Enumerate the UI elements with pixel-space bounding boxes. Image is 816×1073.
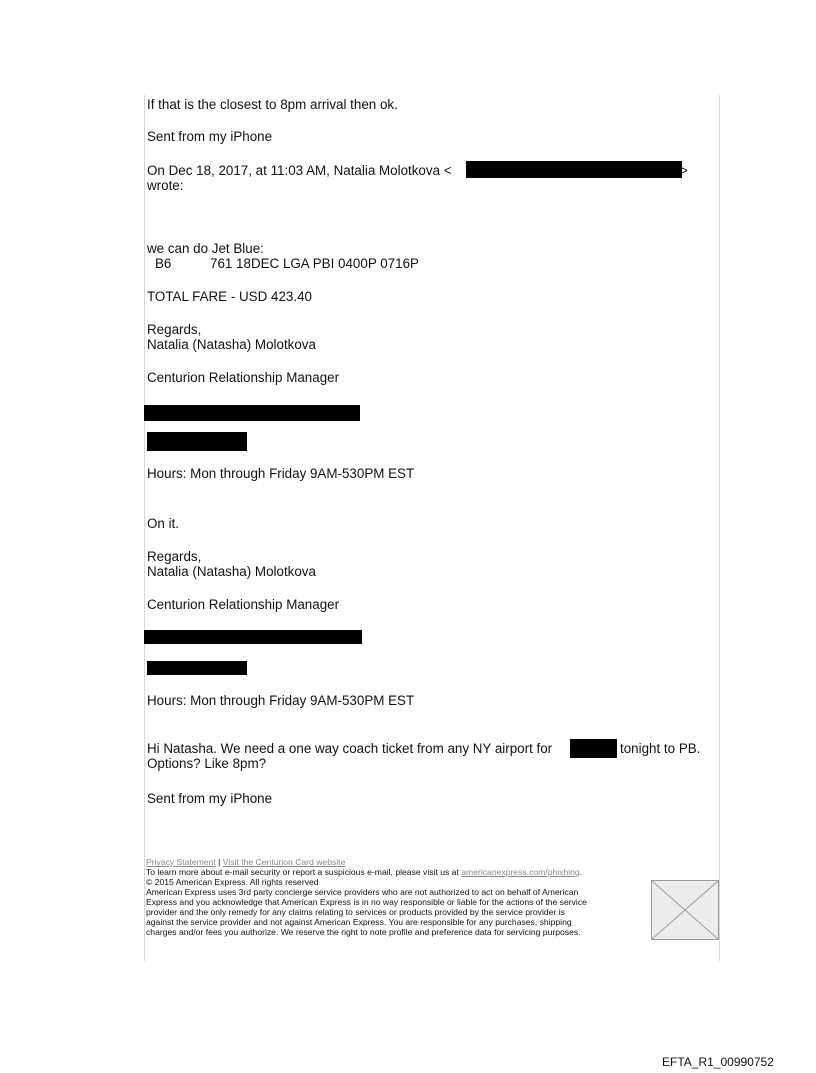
missing-image-placeholder xyxy=(651,880,719,940)
redacted-email-address xyxy=(466,161,682,178)
signature-title-2: Centurion Relationship Manager xyxy=(147,597,340,612)
hours-2: Hours: Mon through Friday 9AM-530PM EST xyxy=(147,693,415,708)
footer-separator: | xyxy=(218,857,221,867)
signature-name-2: Natalia (Natasha) Molotkova xyxy=(147,564,316,579)
broken-image-icon xyxy=(652,881,718,939)
sent-from-iphone-2: Sent from my iPhone xyxy=(147,791,273,806)
disclaimer-line: Express and you acknowledge that American Express is in no way responsible or liable for the actions of the service xyxy=(146,897,587,907)
quote-header xyxy=(147,163,452,178)
jetblue-intro: we can do Jet Blue: xyxy=(147,241,264,256)
redacted-email-1 xyxy=(144,405,360,421)
quote-header-wrote: wrote: xyxy=(147,178,184,193)
footer-copyright: © 2015 American Express. All rights reserved xyxy=(146,877,319,887)
request-text-c: Options? Like 8pm? xyxy=(147,756,267,771)
flight-details: 761 18DEC LGA PBI 0400P 0716P xyxy=(210,256,419,271)
signature-title-1: Centurion Relationship Manager xyxy=(147,370,340,385)
flight-carrier: B6 xyxy=(155,256,172,271)
disclaimer-line: charges and/or fees you authorize. We reserve the right to note profile and preference data for servicing purposes. xyxy=(146,927,581,937)
footer-links xyxy=(146,857,345,867)
learn-more-text: To learn more about e-mail security or report a suspicious e-mail, please visit us at xyxy=(146,867,459,877)
redacted-phone-1 xyxy=(147,432,247,451)
learn-more-end: . xyxy=(579,867,583,877)
sent-from-iphone: Sent from my iPhone xyxy=(147,129,273,144)
phishing-link[interactable]: americanexpress.com/phishing xyxy=(461,867,580,877)
regards-1: Regards, xyxy=(147,322,202,337)
privacy-statement-link[interactable]: Privacy Statement xyxy=(146,857,216,867)
reply-text: If that is the closest to 8pm arrival then ok. xyxy=(147,97,398,112)
footer-learn-more xyxy=(146,867,582,877)
signature-name-1: Natalia (Natasha) Molotkova xyxy=(147,337,316,352)
regards-2: Regards, xyxy=(147,549,202,564)
redacted-name xyxy=(570,739,617,758)
request-text-b: tonight to PB. xyxy=(620,741,701,756)
disclaimer-line: provider and the only remedy for any claims relating to services or products provided by the service provider is xyxy=(146,907,565,917)
redacted-phone-2 xyxy=(147,661,247,675)
disclaimer-line: against the service provider and not against American Express. You are responsible for any purchases, shipping xyxy=(146,917,572,927)
hours-1: Hours: Mon through Friday 9AM-530PM EST xyxy=(147,466,415,481)
quote-header-close: > xyxy=(680,163,688,178)
bates-number: EFTA_R1_00990752 xyxy=(662,1055,774,1069)
email-frame xyxy=(144,95,720,961)
quote-header-text: On Dec 18, 2017, at 11:03 AM, Natalia Molotkova < xyxy=(147,163,452,178)
total-fare: TOTAL FARE - USD 423.40 xyxy=(147,289,312,304)
disclaimer-line: American Express uses 3rd party concierge service providers who are not authorized to act on behalf of American xyxy=(146,887,579,897)
request-text-a: Hi Natasha. We need a one way coach ticket from any NY airport for xyxy=(147,741,553,756)
redacted-email-2 xyxy=(144,630,362,644)
on-it-text: On it. xyxy=(147,516,179,531)
centurion-website-link[interactable]: Visit the Centurion Card website xyxy=(222,857,346,867)
